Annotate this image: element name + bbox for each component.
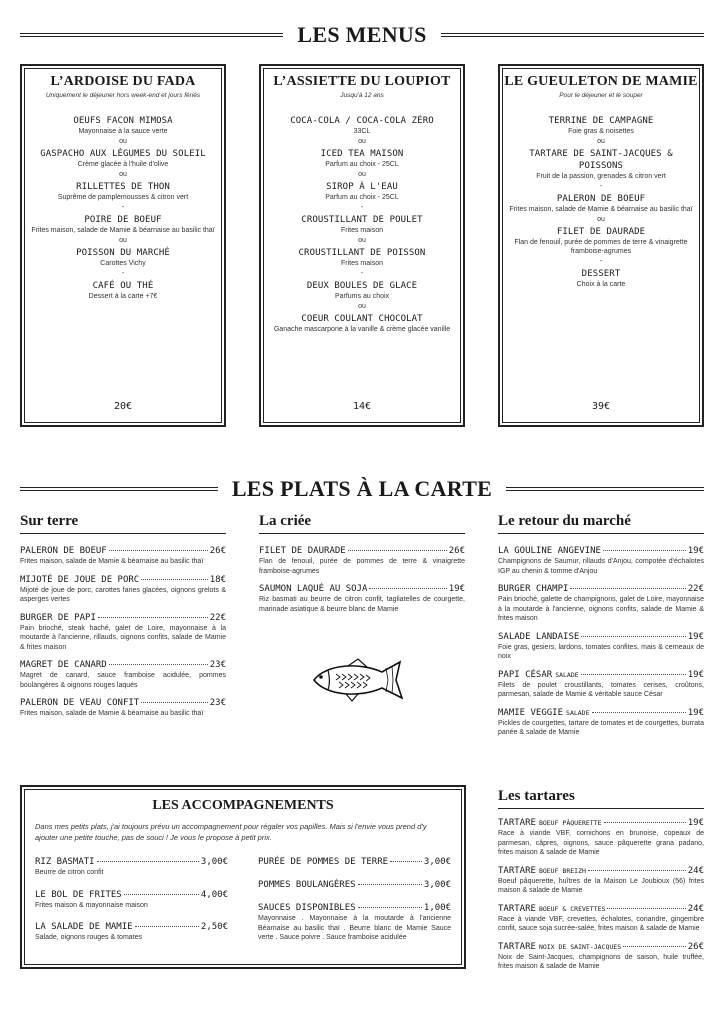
menu-item bbox=[27, 214, 219, 235]
menu-item-name: COCA-COLA / COCA-COLA ZÉRO bbox=[290, 116, 434, 126]
dish-description: Boeuf pâquerette, huîtres de la Maison Le Joubioux (56) frites maison & salade de Mamie bbox=[498, 877, 704, 894]
dish-row bbox=[20, 546, 226, 557]
menus-section-header bbox=[20, 22, 704, 48]
dish-row bbox=[20, 698, 226, 709]
menu-price: 14€ bbox=[352, 401, 372, 412]
dish-row bbox=[20, 613, 226, 624]
menu-item-description: Mayonnaise à la sauce verte bbox=[78, 128, 168, 135]
dish-description: Filets de poulet croustillants, tomates cerises, croûtons, parmesan, salade de Mamie & véritable sauce César bbox=[498, 681, 704, 698]
menu-item bbox=[266, 115, 458, 136]
dish-item bbox=[258, 857, 451, 868]
dish-price: 19€ bbox=[687, 546, 704, 556]
dot-leader bbox=[141, 579, 208, 580]
dish-description: Pain brioché, galette de champignons, galet de Loire, mayonnaise à la moutarde à l'ancienne, oignons confits, salade de Mamie & frites maison bbox=[498, 596, 704, 622]
dish-item bbox=[498, 584, 704, 624]
carte-title: LES PLATS À LA CARTE bbox=[231, 476, 493, 501]
dish-item bbox=[20, 660, 226, 690]
dot-leader bbox=[603, 550, 686, 551]
accompagnements-left bbox=[35, 857, 228, 955]
menu-separator: ou bbox=[119, 237, 127, 244]
menu-item-name: POIRE DE BOEUF bbox=[84, 215, 162, 225]
menu-item-description: Crème glacée à l'huile d'olive bbox=[77, 161, 169, 168]
menu-item-name: CROUSTILLANT DE POISSON bbox=[298, 248, 426, 258]
menu-item-description: 33CL bbox=[353, 128, 371, 135]
dish-description: Frites maison, salade de Mamie & béarnaise au basilic thaï bbox=[20, 558, 204, 565]
dish-name: TARTARE bbox=[498, 903, 536, 914]
accompagnements-box bbox=[20, 785, 466, 969]
dish-price: 22€ bbox=[687, 584, 704, 594]
dish-row bbox=[498, 708, 704, 719]
dish-name: MAGRET DE CANARD bbox=[20, 660, 107, 670]
dish-item bbox=[35, 857, 228, 878]
dish-subtype: BOEUF PÂQUERETTE bbox=[538, 819, 602, 827]
dish-item bbox=[259, 546, 465, 576]
dish-row bbox=[498, 584, 704, 595]
dish-row bbox=[20, 660, 226, 671]
dish-item bbox=[259, 584, 465, 614]
dish-name: TARTARE bbox=[498, 818, 536, 828]
menu-item bbox=[266, 313, 458, 334]
menu-item-description: Parfum au choix - 25CL bbox=[325, 161, 399, 168]
menu-item bbox=[505, 148, 697, 181]
menu-separator: - bbox=[121, 204, 125, 211]
dot-leader bbox=[607, 908, 685, 909]
menu-subtitle: Jusqu'à 12 ans bbox=[340, 92, 384, 99]
menu-separator: - bbox=[360, 270, 364, 277]
dish-price: 19€ bbox=[687, 818, 704, 828]
menu-item-name: DESSERT bbox=[581, 269, 621, 279]
dish-name: LE BOL DE FRITES bbox=[35, 889, 122, 900]
dot-leader bbox=[623, 946, 686, 947]
menu-item-description: Choix à la carte bbox=[576, 281, 626, 288]
menu-item bbox=[266, 148, 458, 169]
dish-item bbox=[20, 698, 226, 719]
dish-description: Frites maison & mayonnaise maison bbox=[35, 901, 148, 909]
dot-leader bbox=[124, 894, 199, 895]
menu-title: LE GUEULETON DE MAMIE bbox=[504, 74, 698, 89]
menu-separator: ou bbox=[597, 216, 605, 223]
dish-price: 4,00€ bbox=[200, 889, 228, 900]
dish-price: 22€ bbox=[209, 612, 226, 623]
menu-item-name: TERRINE DE CAMPAGNE bbox=[548, 116, 654, 126]
dish-name: LA GOULINE ANGEVINE bbox=[498, 546, 601, 556]
dish-row bbox=[20, 575, 226, 586]
dish-price: 26€ bbox=[209, 546, 226, 556]
menu-item-name: PALERON DE BOEUF bbox=[556, 194, 646, 204]
menu-item bbox=[266, 214, 458, 235]
dish-name: TARTARE bbox=[498, 865, 536, 876]
menu-item bbox=[266, 280, 458, 301]
dish-row bbox=[498, 632, 704, 643]
dish-item bbox=[20, 546, 226, 567]
menu-item-description: Fruit de la passion, grenades & citron vert bbox=[536, 173, 666, 180]
divider bbox=[506, 487, 704, 491]
dot-leader bbox=[592, 712, 686, 713]
menu-item-description: Dessert à la carte +7€ bbox=[88, 293, 158, 300]
dot-leader bbox=[369, 588, 446, 589]
dish-description: Foie gras, gesiers, lardons, tomates confites, mais & cerneaux de noix bbox=[498, 643, 704, 660]
accompagnements-columns bbox=[35, 857, 451, 955]
menu-item bbox=[505, 115, 697, 136]
menu-item-description: Frites maison, salade de Mamie & béarnaise au basilic thaï bbox=[31, 227, 215, 234]
menu-item-description: Suprême de pamplemousses & citron vert bbox=[57, 194, 189, 201]
dish-item bbox=[20, 575, 226, 605]
dish-row bbox=[258, 880, 451, 891]
dish-item bbox=[35, 890, 228, 911]
menu-separator: ou bbox=[358, 237, 366, 244]
sur-terre-list bbox=[20, 546, 226, 719]
dish-subtype: SALADE bbox=[566, 708, 590, 717]
dish-name: SAUMON LAQUÉ AU SOJA bbox=[259, 584, 368, 594]
dish-price: 23€ bbox=[209, 698, 226, 708]
dish-price: 2,50€ bbox=[200, 922, 228, 932]
menu-item-description: Frites maison bbox=[340, 260, 383, 267]
dish-name: PAPI CÉSAR bbox=[498, 669, 553, 680]
accompagnements-title: LES ACCOMPAGNEMENTS bbox=[152, 798, 334, 813]
dish-row bbox=[498, 904, 704, 915]
menu-subtitle: Pour le déjeuner et le souper bbox=[559, 92, 643, 99]
carte-section-header bbox=[20, 476, 704, 502]
dish-row bbox=[35, 890, 228, 901]
accompagnements-inner bbox=[24, 789, 462, 965]
menu-separator: - bbox=[121, 270, 125, 277]
dish-description: Champignons de Saumur, rillauds d'Anjou, compotée d'échalotes IGP au chenin & tomme d'Anjou bbox=[498, 558, 704, 575]
dish-price: 3,00€ bbox=[423, 857, 451, 867]
menu-item bbox=[266, 181, 458, 202]
dish-price: 23€ bbox=[209, 660, 226, 670]
dish-name: MIJOTÉ DE JOUE DE PORC bbox=[20, 574, 140, 585]
fish-illustration-icon bbox=[308, 658, 408, 702]
dish-row bbox=[259, 584, 465, 595]
dish-description: Riz basmati au beurre de citron confit, tagliatelles de courgette, marinade asiatique & beurre blanc de Mamie bbox=[259, 596, 465, 613]
dish-price: 26€ bbox=[448, 546, 465, 556]
dish-item bbox=[498, 632, 704, 662]
menu-item bbox=[27, 280, 219, 301]
menu-separator: - bbox=[599, 258, 603, 265]
menu-item-name: GASPACHO AUX LÉGUMES DU SOLEIL bbox=[40, 149, 206, 159]
dish-name: SALADE LANDAISE bbox=[498, 631, 580, 642]
menu-item bbox=[27, 247, 219, 268]
dish-description: Noix de Saint-Jacques, champignons de saison, huile truffée, frites maison & salade de Mamie bbox=[498, 953, 704, 970]
dish-price: 1,00€ bbox=[423, 903, 451, 913]
dish-price: 3,00€ bbox=[200, 857, 228, 867]
dish-subtype: BOEUF BREIZH bbox=[538, 866, 586, 875]
dish-name: PALERON DE BOEUF bbox=[20, 546, 107, 556]
dish-name: PURÉE DE POMMES DE TERRE bbox=[258, 857, 389, 867]
dish-description: Salade, oignons rouges & tomates bbox=[35, 934, 143, 941]
dish-subtype: NOIX DE SAINT-JACQUES bbox=[538, 942, 622, 951]
dot-leader bbox=[604, 822, 686, 823]
sur-terre-title: Sur terre bbox=[20, 513, 226, 534]
dish-price: 26€ bbox=[687, 941, 704, 952]
menu-item bbox=[505, 268, 697, 289]
dot-leader bbox=[570, 588, 685, 589]
menu-item-name: FILET DE DAURADE bbox=[556, 227, 646, 237]
menu-item-description: Frites maison, salade de Mamie & béarnaise au basilic thaï bbox=[509, 206, 693, 213]
dish-item bbox=[498, 670, 704, 700]
dot-leader bbox=[109, 664, 208, 665]
tartares-section bbox=[498, 788, 704, 980]
tartares-title: Les tartares bbox=[498, 788, 704, 809]
menu-item-name: COEUR COULANT CHOCOLAT bbox=[301, 314, 423, 324]
dish-description: Pickles de courgettes, tartare de tomates et de courgettes, burrata panée & salade de Mamie bbox=[498, 719, 704, 736]
menu-item-description: Ganache mascarpone à la vanille & crème glacée vanille bbox=[273, 326, 451, 333]
menu-separator: ou bbox=[358, 138, 366, 145]
accompagnements-intro: Dans mes petits plats, j'ai toujours prévu un accompagnement pour régaler vos papilles. Mais si l'envie vous prend d'y ajouter une petite touche, pas de souci ! Je vous le propose à petit prix. bbox=[35, 822, 427, 842]
dish-item bbox=[498, 904, 704, 934]
dish-description: Mijoté de joue de porc, carottes fanes glacées, oignons grelots & asperges vertes bbox=[20, 586, 226, 603]
divider bbox=[441, 33, 704, 37]
dot-leader bbox=[581, 636, 685, 637]
dish-item bbox=[258, 903, 451, 943]
dish-name: PALERON DE VEAU CONFIT bbox=[20, 698, 140, 708]
menu-separator: ou bbox=[597, 138, 605, 145]
menu-title: L’ASSIETTE DU LOUPIOT bbox=[273, 74, 451, 89]
menu-item-name: ICED TEA MAISON bbox=[320, 149, 404, 159]
dot-leader bbox=[358, 884, 422, 885]
criee-title: La criée bbox=[259, 513, 465, 534]
menu-item bbox=[266, 247, 458, 268]
menu-item-name: DEUX BOULES DE GLACE bbox=[306, 281, 418, 291]
dot-leader bbox=[98, 617, 208, 618]
dot-leader bbox=[135, 926, 199, 927]
dish-description: Pain brioché, steak haché, galet de Loire, mayonnaise à la moutarde à l'ancienne, rillauds, oignons confits, salade de Mamie & frites maison bbox=[20, 624, 226, 651]
dish-description: Flan de fenouil, purée de pommes de terre & vinaigrette framboise-agrumes bbox=[259, 558, 465, 575]
dish-row bbox=[258, 903, 451, 914]
menu-box-ardoise bbox=[20, 64, 226, 427]
dot-leader bbox=[581, 674, 686, 675]
dish-description: Beurre de citron confit bbox=[35, 869, 104, 876]
menu-item-name: RILLETTES DE THON bbox=[76, 182, 170, 192]
dish-item bbox=[258, 880, 451, 891]
dish-item bbox=[20, 613, 226, 653]
dish-item bbox=[498, 866, 704, 896]
menu-separator: ou bbox=[358, 171, 366, 178]
dish-row bbox=[498, 818, 704, 829]
dish-name: RIZ BASMATI bbox=[35, 857, 95, 867]
menu-box-loupiot bbox=[259, 64, 465, 427]
menu-separator: - bbox=[360, 204, 364, 211]
menu-item-name: OEUFS FACON MIMOSA bbox=[73, 116, 173, 126]
dish-price: 19€ bbox=[687, 631, 704, 642]
dish-price: 3,00€ bbox=[423, 880, 451, 890]
menu-title: L’ARDOISE DU FADA bbox=[50, 74, 196, 89]
menu-price: 20€ bbox=[113, 401, 133, 412]
dish-name: SAUCES DISPONIBLES bbox=[258, 903, 356, 913]
menu-subtitle: Uniquement le déjeuner hors week-end et jours fériés bbox=[45, 92, 201, 99]
menu-item bbox=[505, 226, 697, 256]
dish-item bbox=[498, 546, 704, 576]
dish-row bbox=[259, 546, 465, 557]
dish-item bbox=[35, 922, 228, 943]
accompagnements-right bbox=[258, 857, 451, 955]
dot-leader bbox=[109, 550, 208, 551]
dish-name: POMMES BOULANGÈRES bbox=[258, 880, 356, 890]
menu-inner bbox=[502, 68, 700, 423]
tartares-list bbox=[498, 818, 704, 972]
criee-list bbox=[259, 546, 465, 614]
menu-item-description: Carottes Vichy bbox=[100, 260, 146, 267]
menu-separator: ou bbox=[358, 303, 366, 310]
dish-row bbox=[35, 922, 228, 933]
dish-item bbox=[498, 942, 704, 972]
menu-item-name: POISSON DU MARCHÉ bbox=[76, 248, 170, 258]
divider bbox=[20, 33, 283, 37]
dot-leader bbox=[97, 861, 199, 862]
dish-name: MAMIE VEGGIE bbox=[498, 707, 564, 718]
dish-name: TARTARE bbox=[498, 941, 536, 952]
menus-title: LES MENUS bbox=[297, 22, 427, 47]
menu-item-name: TARTARE DE SAINT-JACQUES & POISSONS bbox=[529, 149, 673, 171]
menu-item bbox=[27, 148, 219, 169]
menu-inner bbox=[24, 68, 222, 423]
menu-item-description: Parfum au choix - 25CL bbox=[325, 194, 399, 201]
sur-terre-section bbox=[20, 513, 226, 727]
dot-leader bbox=[390, 861, 422, 862]
dish-row bbox=[498, 670, 704, 681]
dish-row bbox=[498, 546, 704, 557]
marche-title: Le retour du marché bbox=[498, 513, 704, 534]
menu-separator: ou bbox=[119, 138, 127, 145]
menu-item-name: CAFÉ OU THÉ bbox=[92, 281, 154, 291]
divider bbox=[20, 487, 218, 491]
dish-name: BURGER DE PAPI bbox=[20, 612, 96, 623]
dish-price: 24€ bbox=[687, 865, 704, 876]
criee-section bbox=[259, 513, 465, 622]
dish-subtype: SALADE bbox=[555, 670, 579, 679]
dish-row bbox=[498, 866, 704, 877]
menu-inner bbox=[263, 68, 461, 423]
menu-separator: - bbox=[599, 183, 603, 190]
dish-row bbox=[498, 942, 704, 953]
dish-item bbox=[498, 708, 704, 738]
dish-price: 18€ bbox=[209, 574, 226, 585]
dot-leader bbox=[358, 907, 422, 908]
menu-item bbox=[505, 193, 697, 214]
dish-price: 19€ bbox=[687, 707, 704, 718]
dish-price: 24€ bbox=[687, 903, 704, 914]
dish-row bbox=[258, 857, 451, 868]
dot-leader bbox=[141, 702, 208, 703]
menu-item bbox=[27, 115, 219, 136]
dish-price: 19€ bbox=[448, 584, 465, 594]
menu-separator: ou bbox=[119, 171, 127, 178]
dish-item bbox=[498, 818, 704, 858]
dish-description: Magret de canard, sauce framboise acidulée, pommes boulangères & oignons rouges laqués bbox=[20, 672, 226, 689]
marche-section bbox=[498, 513, 704, 746]
menu-item-description: Foie gras & noisettes bbox=[568, 128, 634, 135]
dish-price: 19€ bbox=[687, 669, 704, 680]
dish-name: LA SALADE DE MAMIE bbox=[35, 922, 133, 932]
menu-item-description: Frites maison bbox=[340, 227, 383, 234]
menu-box-gueuleton bbox=[498, 64, 704, 427]
menu-item-description: Flan de fenouil, purée de pommes de terre & vinaigrette framboise-agrumes bbox=[514, 239, 688, 255]
dot-leader bbox=[348, 550, 447, 551]
menu-item-name: SIROP À L'EAU bbox=[326, 182, 398, 192]
menu-item bbox=[27, 181, 219, 202]
dish-row bbox=[35, 857, 228, 868]
dish-name: FILET DE DAURADE bbox=[259, 546, 346, 556]
dish-description: Frites maison, salade de Mamie & béarnaise au basilic thaï bbox=[20, 710, 204, 717]
dot-leader bbox=[588, 870, 686, 871]
dish-name: BURGER CHAMPI bbox=[498, 584, 569, 594]
dish-description: Race à viande VBF, cornichons en brunoise, copeaux de parmesan, câpres, oignons, sauce pâquerette grana padano, frites maison & salade de Mamie bbox=[498, 830, 704, 856]
menu-item-name: CROUSTILLANT DE POULET bbox=[301, 215, 423, 225]
menu-item-description: Parfums au choix bbox=[334, 293, 390, 300]
dish-description: Mayonnaise . Mayonnaise à la moutarde à l'ancienne Béarnaise au basilic thaï . Beurre blanc de Mamie Sauce verte . Sauce poivre . Sauce framboise acidulée bbox=[258, 915, 451, 941]
menu-price: 39€ bbox=[591, 401, 611, 412]
marche-list bbox=[498, 546, 704, 738]
dish-description: Race à viande VBF, crevettes, échalotes, coriandre, gingembre confit, sauce soja sucrée-salée, frites maison & salade de Mamie bbox=[498, 915, 704, 932]
dish-subtype: BOEUF & CREVETTES bbox=[538, 904, 606, 913]
